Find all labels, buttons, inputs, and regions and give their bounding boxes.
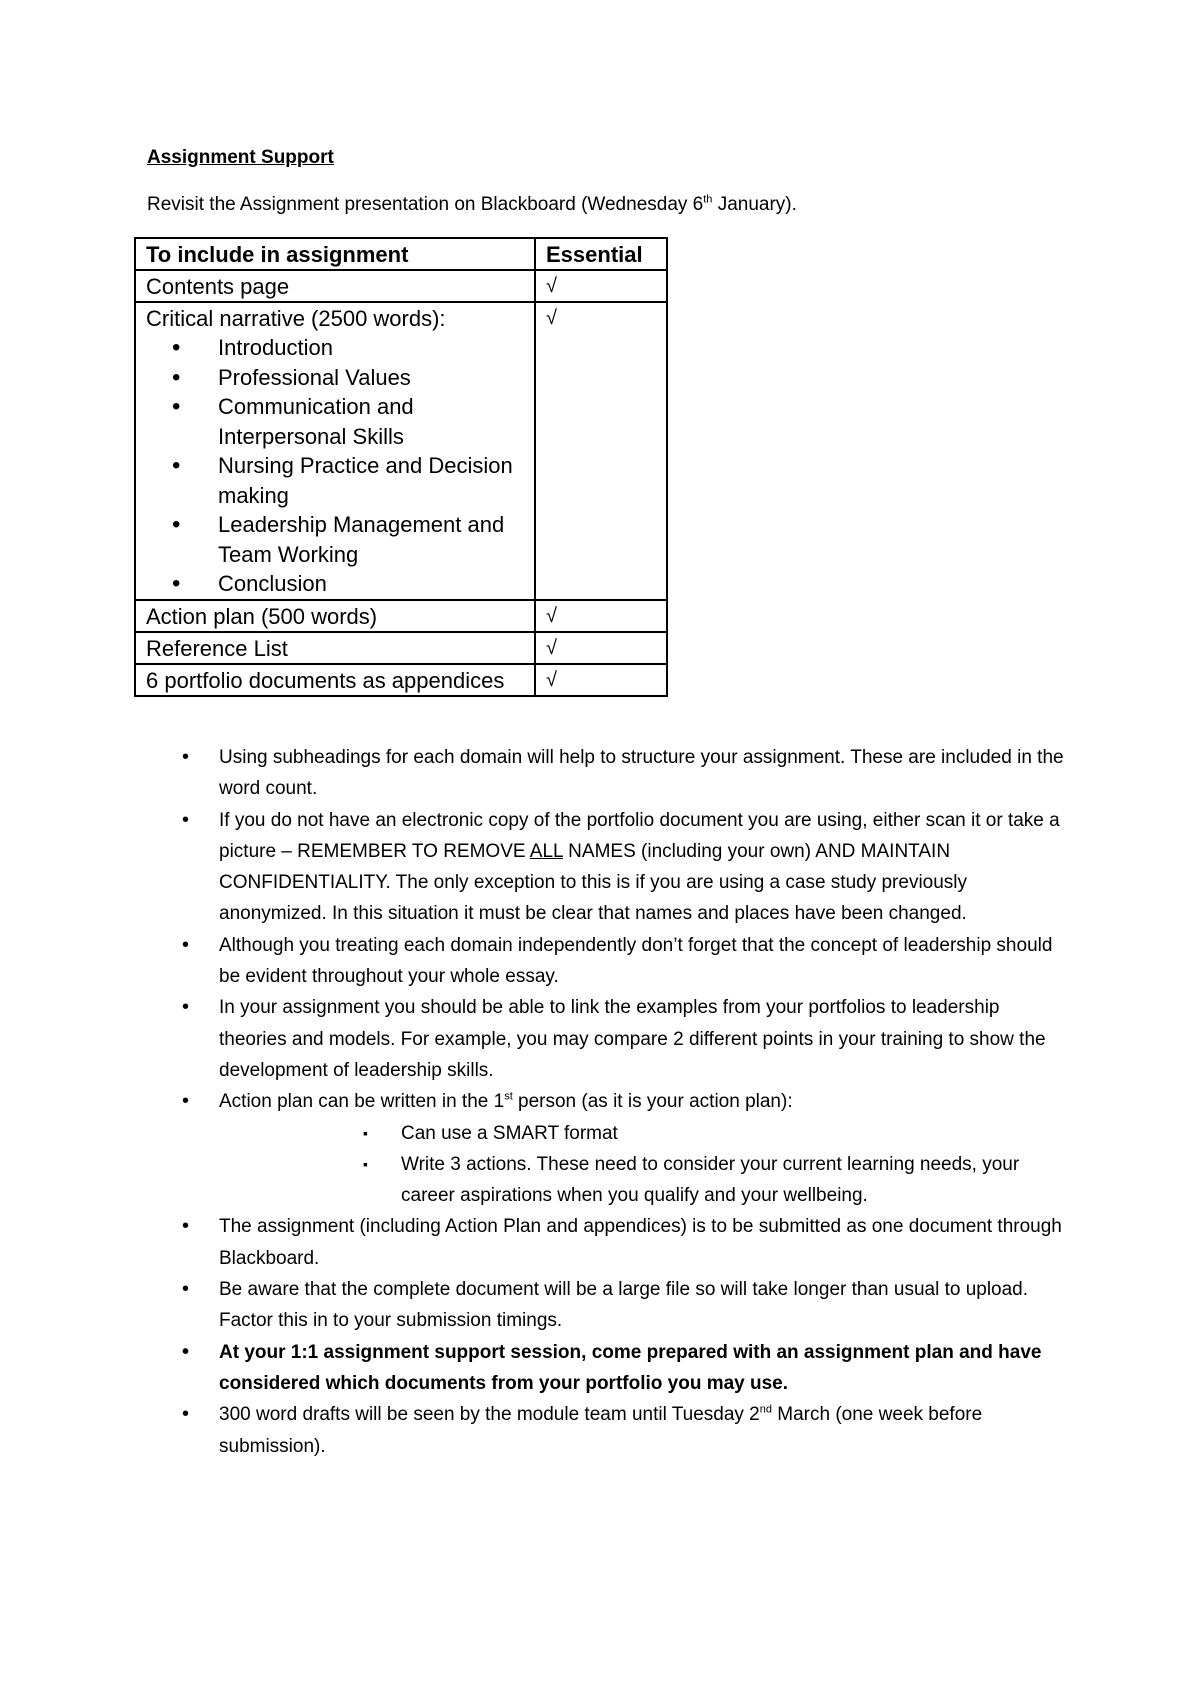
intro-superscript: th <box>703 193 713 206</box>
row-item: Critical narrative (2500 words): <box>146 306 446 331</box>
list-item: • Nursing Practice and Decision making <box>156 451 524 510</box>
table-row <box>135 270 667 302</box>
note-text: 300 word drafts will be seen by the module team until Tuesday 2 <box>219 1404 760 1426</box>
check-mark: √ <box>535 270 667 302</box>
list-item: • Introduction <box>156 333 524 363</box>
list-item: • Although you treating each domain independently don’t forget that the concept of leadership should be evident throughout your whole essay. <box>180 930 1070 993</box>
note-superscript: st <box>504 1090 513 1103</box>
list-item: • Conclusion <box>156 569 524 599</box>
note-text: March (one week before submission). <box>219 1404 983 1457</box>
list-item: • Professional Values <box>156 363 524 393</box>
guidance-notes-list <box>180 742 1070 1462</box>
row-item: Reference List <box>135 632 535 664</box>
table-row <box>135 632 667 664</box>
note-text: person (as it is your action plan): <box>512 1091 793 1113</box>
intro-text-end: January). <box>712 194 797 215</box>
header-item: To include in assignment <box>135 238 535 270</box>
sub-list-item: ▪ Can use a SMART format <box>363 1118 1070 1149</box>
list-item-bold: • At your 1:1 assignment support session, come prepared with an assignment plan and have considered which documents from your portfolio you may use. <box>180 1337 1070 1400</box>
row-item: Action plan (500 words) <box>135 600 535 632</box>
narrative-bullet-list <box>146 333 524 599</box>
table-row <box>135 600 667 632</box>
list-item <box>180 805 1070 930</box>
note-superscript: nd <box>759 1403 772 1416</box>
row-item: Contents page <box>135 270 535 302</box>
list-item: • Be aware that the complete document will be a large file so will take longer than usual to upload. Factor this in to your submission timings. <box>180 1274 1070 1337</box>
check-mark: √ <box>535 302 667 600</box>
list-item: • Leadership Management and Team Working <box>156 510 524 569</box>
list-item <box>180 1086 1070 1211</box>
check-mark: √ <box>535 600 667 632</box>
list-item <box>180 1399 1070 1462</box>
note-text: If you do not have an electronic copy of the portfolio document you are using, either scan it or take a picture – REMEMBER TO REMOVE <box>219 809 1060 862</box>
intro-paragraph <box>147 194 797 216</box>
note-text: Action plan can be written in the 1 <box>219 1091 505 1113</box>
list-item: • Communication and Interpersonal Skills <box>156 392 524 451</box>
list-item: • Using subheadings for each domain will help to structure your assignment. These are included in the word count. <box>180 742 1070 805</box>
note-text: NAMES (including your own) AND MAINTAIN CONFIDENTIALITY. The only exception to this is if you are using a case study previously anonymized. In this situation it must be clear that names and places have been changed. <box>219 840 968 925</box>
assignment-requirements-table <box>134 237 668 697</box>
intro-text: Revisit the Assignment presentation on Blackboard (Wednesday 6 <box>147 194 704 215</box>
table-row <box>135 664 667 696</box>
table-row <box>135 302 667 600</box>
list-item: • The assignment (including Action Plan and appendices) is to be submitted as one document through Blackboard. <box>180 1211 1070 1274</box>
table-header-row <box>135 238 667 270</box>
check-mark: √ <box>535 664 667 696</box>
sub-list-item: ▪ Write 3 actions. These need to consider your current learning needs, your career aspirations when you qualify and your wellbeing. <box>363 1149 1070 1212</box>
row-item: 6 portfolio documents as appendices <box>135 664 535 696</box>
page-title: Assignment Support <box>147 147 334 168</box>
header-essential: Essential <box>535 238 667 270</box>
check-mark: √ <box>535 632 667 664</box>
note-underlined-text: ALL <box>529 840 563 862</box>
action-plan-sub-list <box>219 1118 1070 1212</box>
list-item: • In your assignment you should be able to link the examples from your portfolios to leadership theories and models. For example, you may compare 2 different points in your training to show the development of leadership skills. <box>180 992 1070 1086</box>
row-item-critical-narrative <box>135 302 535 600</box>
